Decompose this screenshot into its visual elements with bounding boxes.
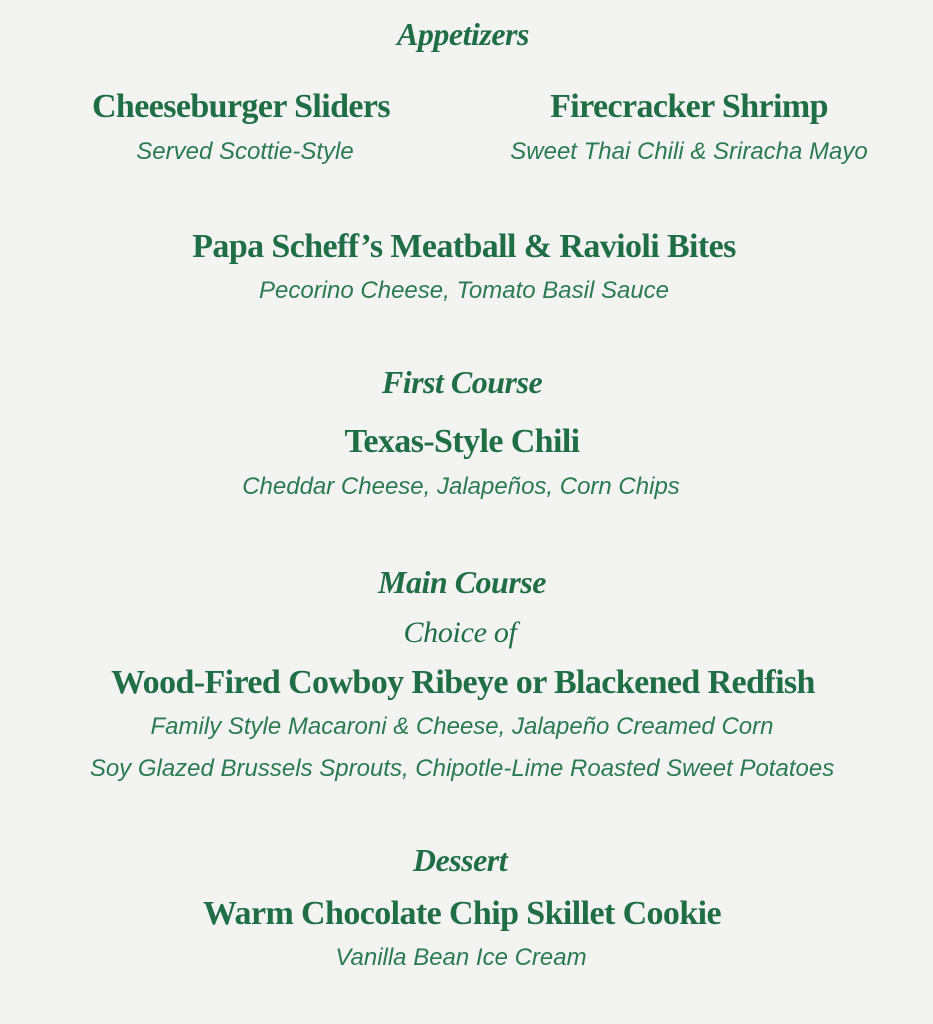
main-course-sides-line-1: Family Style Macaroni & Cheese, Jalapeño Creamed Corn: [150, 713, 774, 740]
meatball-ravioli-bites-name: Papa Scheff’s Meatball & Ravioli Bites: [192, 228, 736, 265]
skillet-cookie-name: Warm Chocolate Chip Skillet Cookie: [203, 895, 721, 932]
dessert-heading: Dessert: [412, 842, 508, 878]
firecracker-shrimp-description: Sweet Thai Chili & Sriracha Mayo: [510, 138, 868, 165]
texas-style-chili-description: Cheddar Cheese, Jalapeños, Corn Chips: [242, 473, 680, 500]
cheeseburger-sliders-description: Served Scottie-Style: [136, 138, 354, 165]
firecracker-shrimp-name: Firecracker Shrimp: [550, 88, 828, 125]
cheeseburger-sliders-name: Cheeseburger Sliders: [91, 88, 391, 125]
choice-of-label: Choice of: [403, 616, 517, 649]
appetizers-heading: Appetizers: [397, 16, 529, 52]
main-course-sides-line-2: Soy Glazed Brussels Sprouts, Chipotle-Lime Roasted Sweet Potatoes: [89, 755, 835, 782]
skillet-cookie-description: Vanilla Bean Ice Cream: [335, 944, 587, 971]
texas-style-chili-name: Texas-Style Chili: [344, 423, 580, 460]
meatball-ravioli-bites-description: Pecorino Cheese, Tomato Basil Sauce: [258, 277, 670, 304]
main-course-entree-name: Wood-Fired Cowboy Ribeye or Blackened Redfish: [111, 664, 815, 701]
first-course-heading: First Course: [381, 364, 543, 400]
main-course-heading: Main Course: [378, 564, 546, 600]
